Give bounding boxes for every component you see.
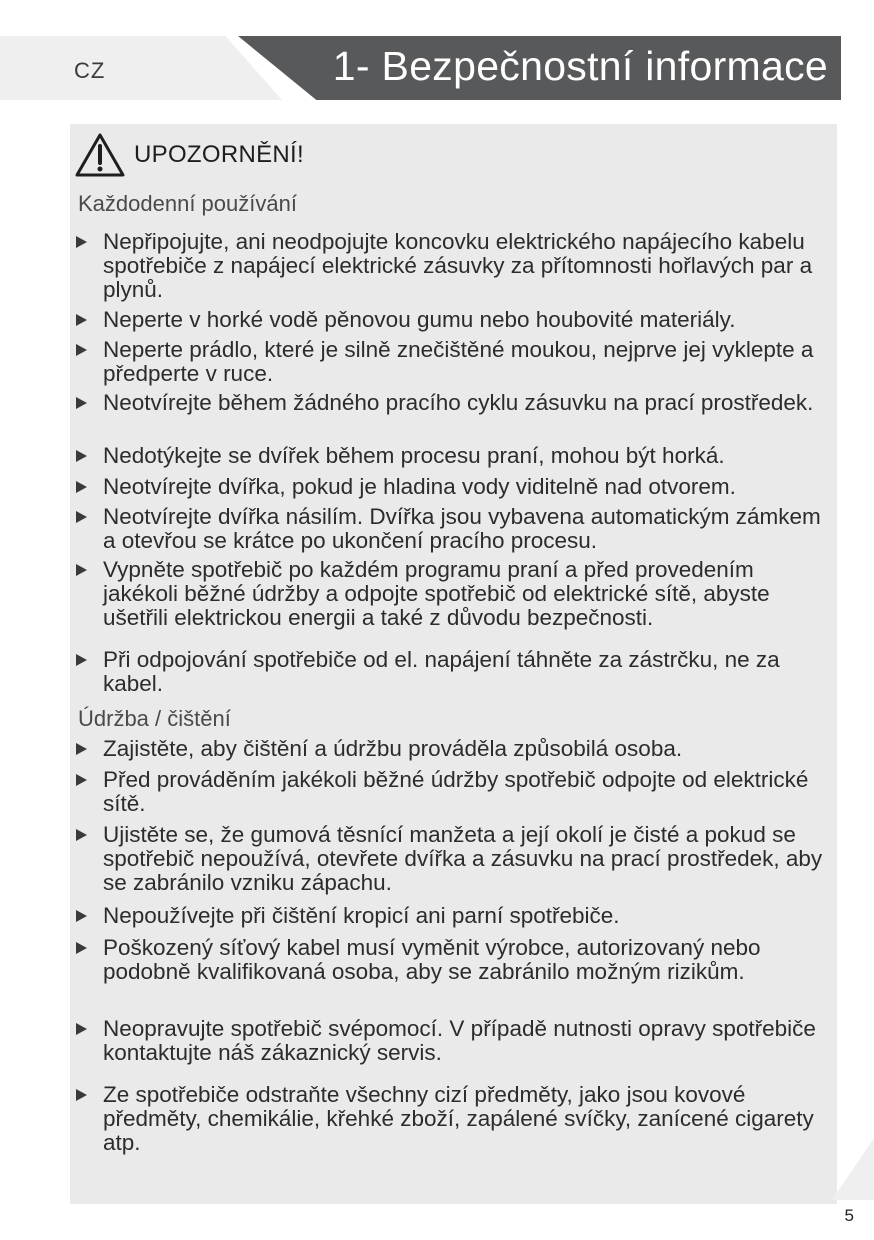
bullet-arrow-icon xyxy=(76,450,87,462)
language-label: CZ xyxy=(74,58,106,83)
section-heading-daily-use: Každodenní používání xyxy=(78,191,297,216)
list-item: Neotvírejte dvířka, pokud je hladina vody viditelně nad otvorem. xyxy=(76,475,828,499)
bullet-arrow-icon xyxy=(76,236,87,248)
bullet-arrow-icon xyxy=(76,829,87,841)
bullet-arrow-icon xyxy=(76,564,87,576)
list-item: Před prováděním jakékoli běžné údržby spotřebič odpojte od elektrické sítě. xyxy=(76,768,828,816)
list-item: Neperte prádlo, které je silně znečištěné moukou, nejprve jej vyklepte a předperte v ruce. xyxy=(76,338,828,386)
bullet-arrow-icon xyxy=(76,1089,87,1101)
warning-header xyxy=(74,132,304,178)
language-tab xyxy=(0,36,282,100)
bullet-arrow-icon xyxy=(76,774,87,786)
list-item: Vypněte spotřebič po každém programu praní a před provedením jakékoli běžné údržby a odpojte spotřebič od elektrické sítě, abyste ušetřili elektrickou energii a také z důvodu bezpečnosti. xyxy=(76,558,828,630)
list-item: Neotvírejte dvířka násilím. Dvířka jsou vybavena automatickým zámkem a otevřou se krátce po ukončení pracího procesu. xyxy=(76,505,828,553)
bullet-arrow-icon xyxy=(76,397,87,409)
list-item: Poškozený síťový kabel musí vyměnit výrobce, autorizovaný nebo podobně kvalifikovaná osoba, aby se zabránilo možným rizikům. xyxy=(76,936,828,984)
list-item: Neperte v horké vodě pěnovou gumu nebo houbovité materiály. xyxy=(76,308,828,332)
bullet-arrow-icon xyxy=(76,511,87,523)
list-item: Při odpojování spotřebiče od el. napájení táhněte za zástrčku, ne za kabel. xyxy=(76,648,828,696)
section-heading-maintenance: Údržba / čištění xyxy=(78,706,231,731)
list-item: Nepoužívejte při čištění kropicí ani parní spotřebiče. xyxy=(76,904,828,928)
page-number: 5 xyxy=(844,1206,854,1225)
bullet-arrow-icon xyxy=(76,654,87,666)
list-item: Neotvírejte během žádného pracího cyklu zásuvku na prací prostředek. xyxy=(76,391,828,415)
list-item: Ze spotřebiče odstraňte všechny cizí předměty, jako jsou kovové předměty, chemikálie, křehké zboží, zapálené svíčky, zanícené cigarety atp. xyxy=(76,1083,828,1155)
page-corner-decoration xyxy=(832,1138,874,1200)
warning-triangle-icon xyxy=(74,132,126,178)
list-item: Ujistěte se, že gumová těsnící manžeta a její okolí je čisté a pokud se spotřebič nepoužívá, otevřete dvířka a zásuvku na prací prostředek, aby se zabránilo vzniku zápachu. xyxy=(76,823,828,895)
list-item: Neopravujte spotřebič svépomocí. V případě nutnosti opravy spotřebiče kontaktujte náš zákaznický servis. xyxy=(76,1017,828,1065)
bullet-arrow-icon xyxy=(76,314,87,326)
bullet-arrow-icon xyxy=(76,1023,87,1035)
list-item: Zajistěte, aby čištění a údržbu prováděla způsobilá osoba. xyxy=(76,737,828,761)
page-title: 1- Bezpečnostní informace xyxy=(332,43,828,89)
warning-label: UPOZORNĚNÍ! xyxy=(134,141,304,168)
bullet-arrow-icon xyxy=(76,942,87,954)
bullet-arrow-icon xyxy=(76,743,87,755)
list-item: Nedotýkejte se dvířek během procesu praní, mohou být horká. xyxy=(76,444,828,468)
bullet-arrow-icon xyxy=(76,344,87,356)
list-item: Nepřipojujte, ani neodpojujte koncovku elektrického napájecího kabelu spotřebiče z napájecí elektrické zásuvky za přítomnosti hořlavých par a plynů. xyxy=(76,230,828,302)
bullet-arrow-icon xyxy=(76,910,87,922)
bullet-arrow-icon xyxy=(76,481,87,493)
